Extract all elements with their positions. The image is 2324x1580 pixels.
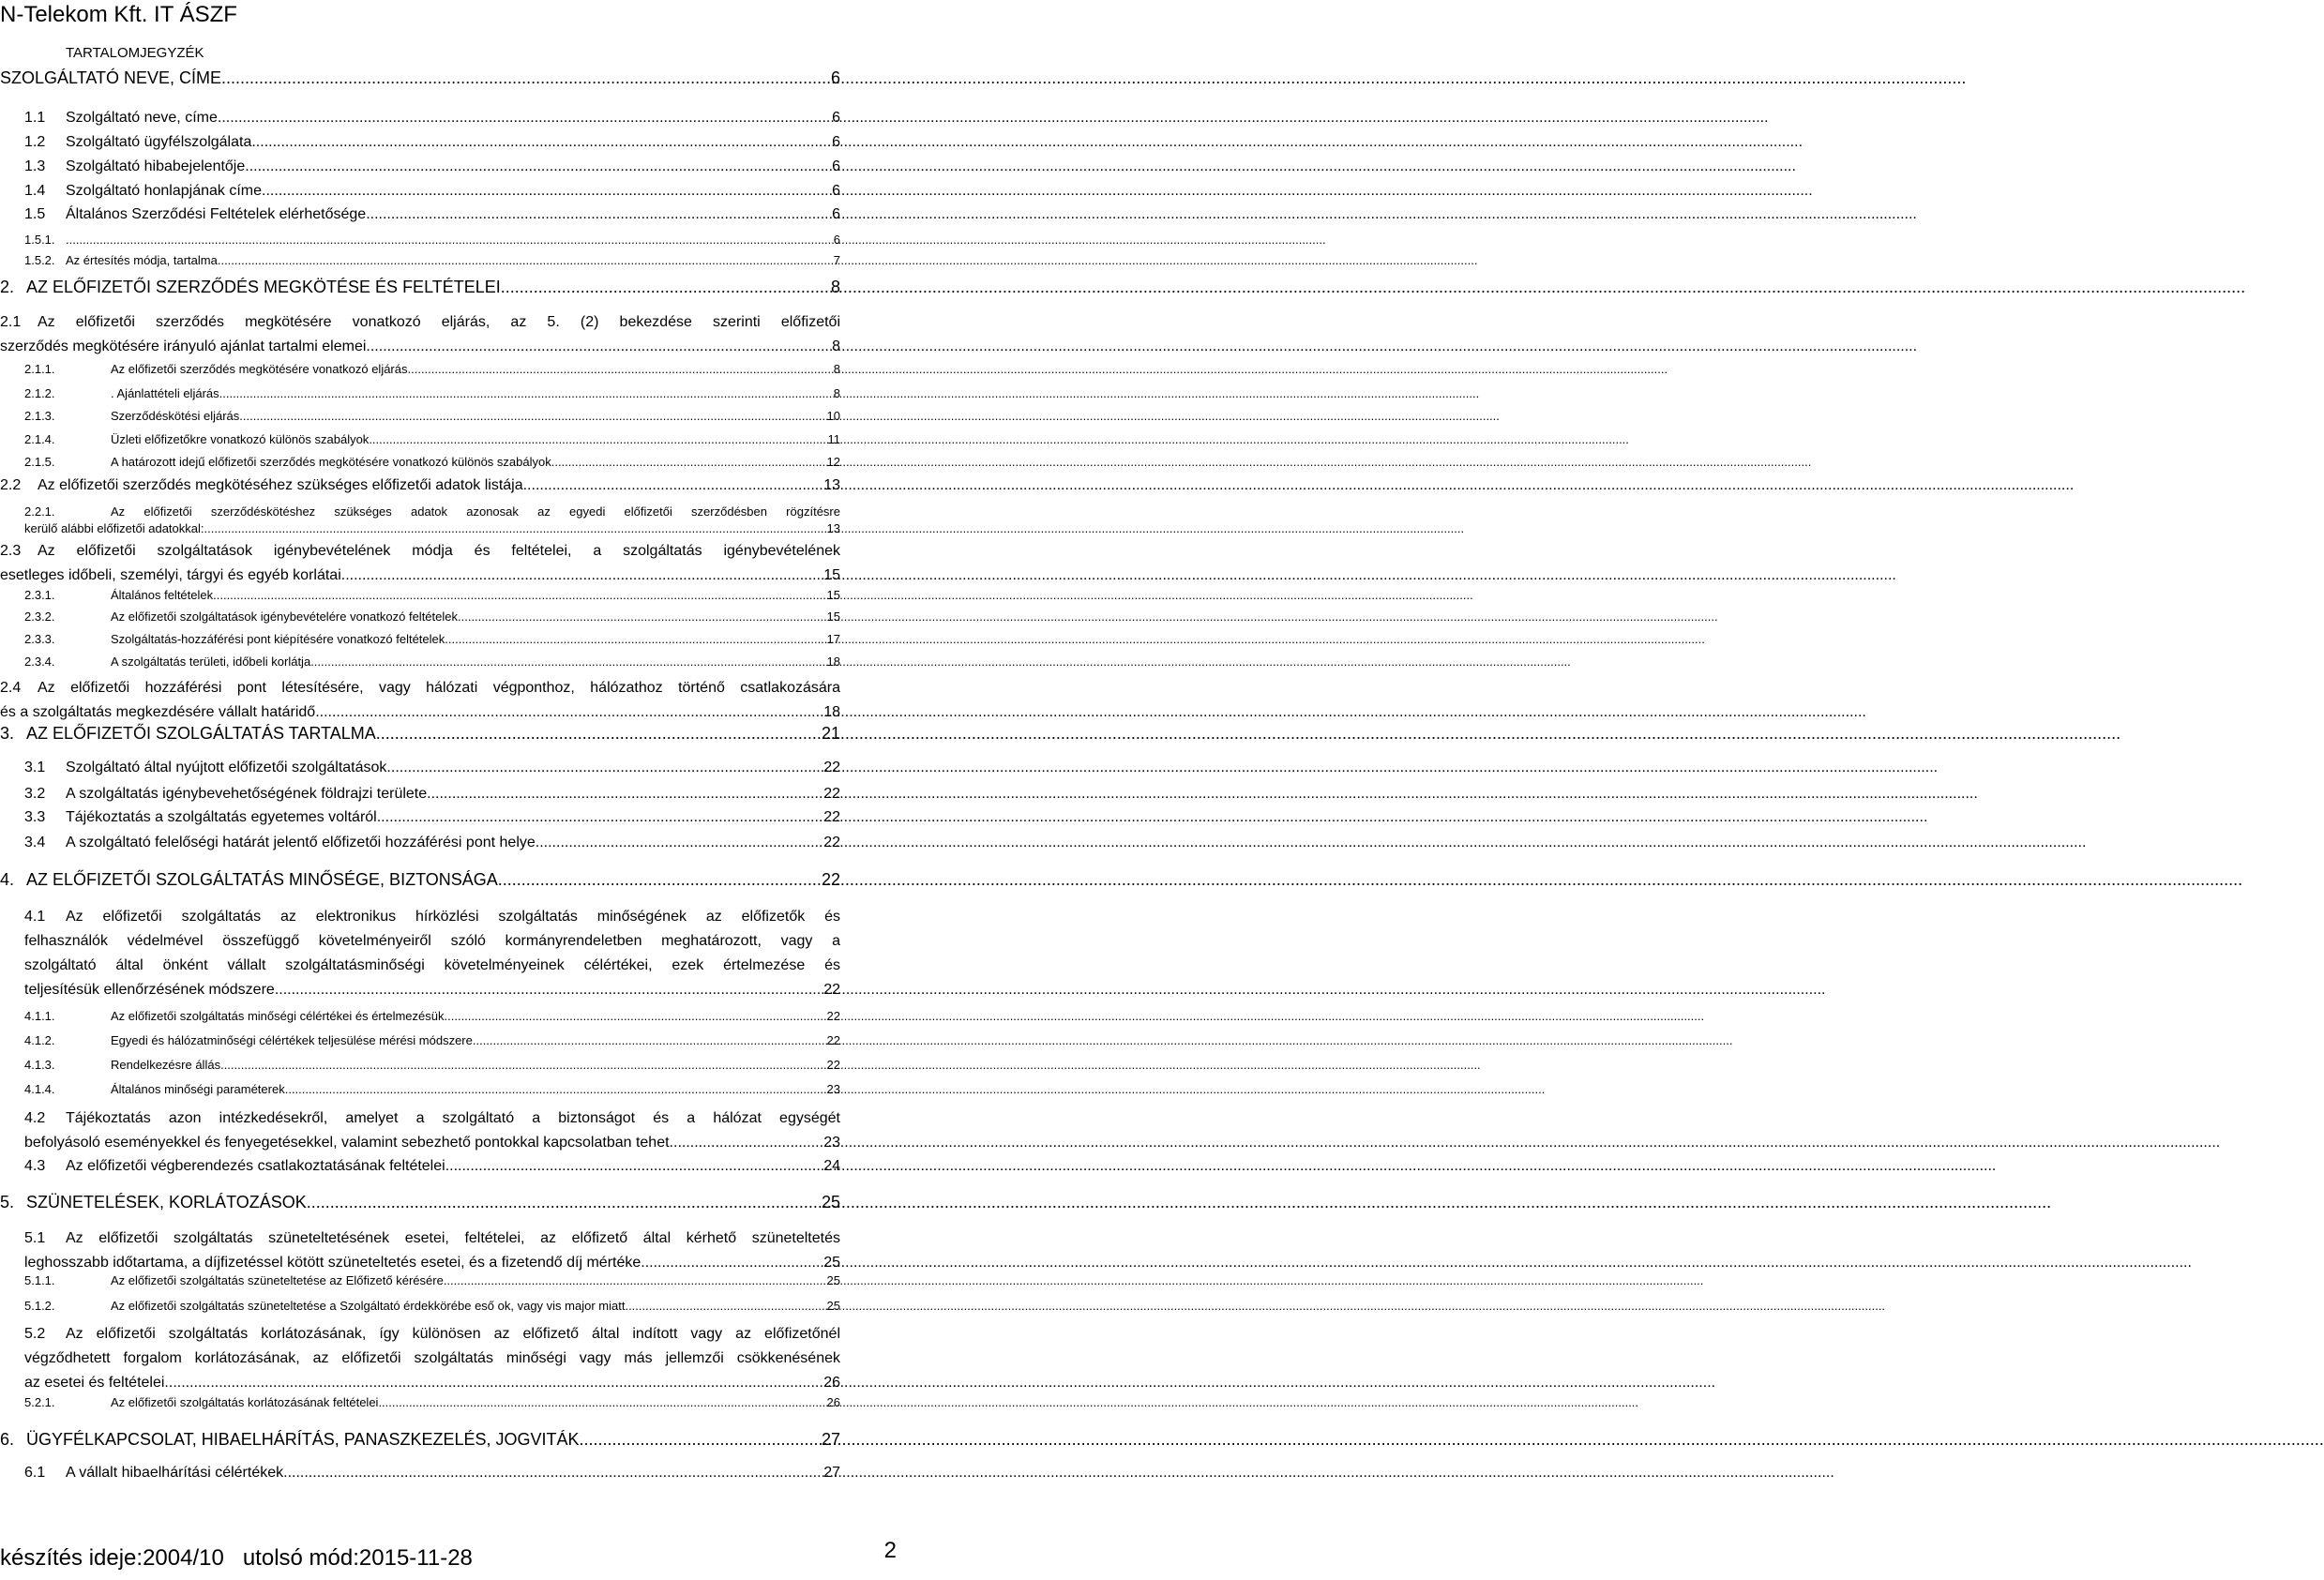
toc-entry-page-number: 6: [832, 183, 840, 199]
toc-entry-title-line: végződhetett forgalom korlátozásának, az előfizetői szolgáltatás minőségi vagy más jellemzői csökkenésének: [24, 1350, 840, 1366]
toc-dot-leader: [408, 362, 830, 376]
toc-entry-title: Az előfizetői szolgáltatások igénybevételére vonatkozó feltételek: [111, 609, 458, 624]
toc-entry[interactable]: [0, 233, 840, 247]
toc-dot-leader: [315, 700, 820, 725]
toc-entry[interactable]: [0, 310, 840, 359]
toc-entry-number: 3.3: [24, 809, 46, 825]
toc-entry-title-line: kerülő alábbi előfizetői adatokkal:: [24, 521, 204, 535]
toc-entry-number: 2.3.3.: [24, 632, 55, 646]
toc-dot-leader: [536, 835, 820, 851]
toc-entry-title-line: Az előfizetői szolgáltatás szüneteltetésének esetei, feltételei, az előfizető által kérhető szüneteltetés: [66, 1230, 840, 1246]
toc-entry-title-line: befolyásoló eseményekkel és fenyegetésekkel, valamint sebezhető pontokkal kapcsolatban tehet: [24, 1135, 670, 1151]
toc-dot-leader: [386, 760, 820, 776]
toc-entry-page-number: 13: [826, 521, 840, 535]
toc-entry-page-number: 15: [823, 567, 840, 583]
toc-dot-leader: [220, 1058, 822, 1072]
toc-entry[interactable]: [0, 609, 840, 624]
toc-dot-leader: [245, 158, 828, 175]
toc-dot-leader: [366, 206, 828, 223]
toc-entry[interactable]: [0, 1430, 840, 1450]
toc-entry-page-number: 26: [826, 1395, 840, 1409]
toc-entry-page-number: 6: [832, 206, 840, 222]
toc-entry[interactable]: [0, 1322, 840, 1395]
toc-entry-title: A szolgáltató felelőségi határát jelentő előfizetői hozzáférési pont helye: [66, 835, 536, 850]
toc-dot-leader: [221, 68, 827, 88]
toc-entry-page-number: 6: [832, 134, 840, 150]
toc-entry-title: AZ ELŐFIZETŐI SZOLGÁLTATÁS MINŐSÉGE, BIZTONSÁGA: [26, 870, 498, 889]
toc-entry-page-number: 27: [821, 1430, 840, 1449]
toc-entry-number: 5.: [0, 1193, 15, 1211]
toc-entry-number: 4.1.2.: [24, 1033, 55, 1047]
toc-entry-number: 3.: [0, 724, 15, 743]
toc-dot-leader: [366, 335, 828, 359]
toc-dot-leader: [307, 1193, 818, 1212]
toc-entry-number: 6.: [0, 1430, 15, 1449]
toc-entry-title: SZOLGÁLTATÓ NEVE, CÍME: [0, 68, 222, 87]
toc-entry[interactable]: [0, 1058, 840, 1072]
toc-entry-number: 2.3.2.: [24, 609, 55, 624]
toc-entry-title: Szolgáltató hibabejelentője: [66, 158, 246, 174]
toc-entry-page-number: 25: [821, 1193, 840, 1211]
toc-entry[interactable]: [0, 477, 840, 494]
toc-dot-leader: [218, 110, 828, 127]
toc-entry-number: 1.5.1.: [24, 233, 55, 247]
toc-entry-page-number: 6: [832, 110, 840, 126]
toc-entry-title: A szolgáltatás területi, időbeli korlátja: [111, 655, 311, 669]
toc-dot-leader: [473, 1033, 823, 1047]
toc-entry-number: 5.1: [24, 1230, 46, 1246]
footer-page-number: 2: [883, 1538, 897, 1563]
toc-entry-title: Az előfizetői szolgáltatás szüneteltetése az Előfizető kérésére: [111, 1273, 444, 1287]
toc-entry-title: SZÜNETELÉSEK, KORLÁTOZÁSOK: [26, 1193, 307, 1211]
toc-entry[interactable]: [0, 158, 840, 175]
toc-entry-page-number: 22: [823, 835, 840, 850]
toc-entry-page-number: 22: [826, 1009, 840, 1023]
toc-dot-leader: [204, 520, 823, 537]
toc-dot-leader: [219, 386, 830, 400]
toc-dot-leader: [66, 233, 830, 247]
toc-heading: TARTALOMJEGYZÉK: [66, 45, 204, 61]
toc-entry-number: 5.2.1.: [24, 1395, 55, 1409]
toc-entry[interactable]: [0, 1106, 840, 1155]
toc-entry-number: 4.1.3.: [24, 1058, 55, 1072]
toc-entry[interactable]: [0, 724, 840, 744]
toc-entry[interactable]: [0, 588, 840, 602]
toc-entry-number: 1.4: [24, 183, 46, 199]
toc-entry-title-line: esetleges időbeli, személyi, tárgyi és egyéb korlátai.: [0, 567, 346, 583]
toc-entry-number: 5.1.1.: [24, 1273, 55, 1287]
toc-dot-leader: [523, 477, 821, 494]
toc-dot-leader: [378, 1395, 822, 1409]
toc-entry-number: 1.5.2.: [24, 253, 55, 267]
toc-dot-leader: [625, 1299, 822, 1313]
toc-entry-number: 2.1.1.: [24, 362, 55, 376]
toc-entry[interactable]: [0, 68, 840, 88]
toc-dot-leader: [345, 564, 820, 588]
toc-entry-title: ÜGYFÉLKAPCSOLAT, HIBAELHÁRÍTÁS, PANASZKEZELÉS, JOGVITÁK: [26, 1430, 580, 1449]
toc-entry-title: Szolgáltatás-hozzáférési pont kiépítésére vonatkozó feltételek: [111, 632, 445, 646]
toc-entry-number: 1.1: [24, 110, 46, 126]
toc-entry-page-number: 18: [826, 655, 840, 669]
toc-entry-title: Szolgáltató honlapjának címe: [66, 183, 263, 199]
toc-dot-leader: [283, 1465, 820, 1482]
toc-entry[interactable]: [0, 905, 840, 1002]
toc-dot-leader: [262, 183, 828, 200]
toc-entry-number: 2.1.2.: [24, 386, 55, 400]
toc-entry[interactable]: [0, 1193, 840, 1212]
toc-entry-title: AZ ELŐFIZETŐI SZOLGÁLTATÁS TARTALMA: [26, 724, 376, 743]
toc-entry-title: Az előfizetői szolgáltatás minőségi célértékei és értelmezésük: [111, 1009, 445, 1023]
toc-dot-leader: [670, 1131, 821, 1155]
toc-entry-page-number: 8: [830, 278, 840, 296]
toc-entry-title: AZ ELŐFIZETŐI SZERZŐDÉS MEGKÖTÉSE ÉS FELTÉTELEI: [26, 278, 501, 296]
toc-entry-title-line: Az előfizetői szerződéskötéshez szükséges adatok azonosak az egyedi előfizetői szerződésben rögzítésre: [111, 504, 840, 519]
toc-entry-title-line: leghosszabb időtartama, a díjfizetéssel kötött szüneteltetés esetei, és a fizetendő díj mértéke: [24, 1255, 641, 1271]
toc-entry[interactable]: [0, 655, 840, 669]
toc-entry-page-number: 17: [826, 632, 840, 646]
toc-entry-title: Szolgáltató ügyfélszolgálata: [66, 134, 252, 150]
toc-entry-page-number: 15: [826, 609, 840, 624]
toc-dot-leader: [445, 632, 822, 646]
toc-entry-number: 5.1.2.: [24, 1299, 55, 1313]
toc-entry-title: Szerződéskötési eljárás: [111, 409, 240, 423]
toc-entry-title: Az előfizetői szerződés megkötéséhez szükséges előfizetői adatok listája: [38, 477, 523, 493]
toc-entry-title-line: szolgáltató által önként vállalt szolgáltatásminőségi követelményeinek célértékei, ezek értelmezése és: [24, 957, 840, 973]
toc-entry-number: 3.1: [24, 760, 46, 775]
toc-entry[interactable]: [0, 760, 840, 776]
toc-entry[interactable]: [0, 1009, 840, 1023]
toc-entry[interactable]: [0, 455, 840, 469]
toc-dot-leader: [164, 1371, 820, 1395]
toc-dot-leader: [445, 1158, 821, 1175]
toc-entry-page-number: 12: [826, 455, 840, 469]
toc-entry[interactable]: [0, 134, 840, 151]
toc-entry-number: 1.3: [24, 158, 46, 174]
toc-entry-title-line: Tájékoztatás azon intézkedésekről, amelyet a szolgáltató a biztonságot és a hálózat egységét: [66, 1110, 840, 1126]
toc-entry-title-line: Az előfizetői szolgáltatás az elektronikus hírközlési szolgáltatás minőségének az előfizetők és: [66, 909, 840, 925]
toc-entry-page-number: 15: [826, 588, 840, 602]
toc-dot-leader: [551, 455, 823, 469]
toc-entry-page-number: 23: [826, 1082, 840, 1096]
toc-entry-page-number: 22: [823, 786, 840, 802]
toc-entry-title: Rendelkezésre állás: [111, 1058, 221, 1072]
toc-entry-number: 3.2: [24, 786, 46, 802]
toc-entry-number: 2.2.1.: [24, 504, 55, 519]
toc-entry[interactable]: [0, 504, 840, 537]
toc-entry[interactable]: [0, 632, 840, 646]
toc-entry-title: Az előfizetői végberendezés csatlakoztatásának feltételei: [66, 1158, 445, 1174]
toc-entry[interactable]: [0, 362, 840, 376]
toc-entry-number: 4.1.1.: [24, 1009, 55, 1023]
toc-entry-title-line: Az előfizetői szolgáltatások igénybevételének módja és feltételei, a szolgáltatás igénybevételének: [38, 543, 840, 559]
toc-entry-title-line: az esetei és feltételei: [24, 1375, 165, 1391]
toc-entry-title: Szolgáltató neve, címe: [66, 110, 218, 126]
toc-entry-page-number: 10: [826, 409, 840, 423]
toc-dot-leader: [377, 809, 820, 826]
toc-entry-page-number: 8: [833, 386, 840, 400]
toc-entry[interactable]: [0, 835, 840, 851]
toc-dot-leader: [427, 786, 820, 803]
toc-entry[interactable]: [0, 870, 840, 890]
toc-entry[interactable]: [0, 183, 840, 200]
toc-entry-number: 2.3.1.: [24, 588, 55, 602]
toc-dot-leader: [445, 1009, 823, 1023]
toc-entry-page-number: 6: [830, 68, 840, 87]
toc-entry-number: 2.2: [0, 477, 22, 493]
toc-entry[interactable]: [0, 278, 840, 297]
toc-entry-page-number: 22: [826, 1033, 840, 1047]
toc-entry-title: Szolgáltató által nyújtott előfizetői szolgáltatások: [66, 760, 387, 775]
toc-entry[interactable]: [0, 809, 840, 826]
toc-entry-title: Az értesítés módja, tartalma: [66, 253, 218, 267]
toc-entry[interactable]: [0, 1082, 840, 1096]
toc-entry-number: 2.3.4.: [24, 655, 55, 669]
toc-entry-page-number: 25: [826, 1299, 840, 1313]
toc-dot-leader: [580, 1430, 818, 1450]
toc-entry-title: A határozott idejű előfizetői szerződés megkötésére vonatkozó különös szabályok: [111, 455, 551, 469]
document-header-title: N-Telekom Kft. IT ÁSZF: [0, 2, 237, 27]
toc-entry-number: 2.1.5.: [24, 455, 55, 469]
toc-entry-title-line: Az előfizetői szolgáltatás korlátozásának, így különösen az előfizető által indított vagy az előfizetőnél: [66, 1326, 840, 1342]
toc-entry-page-number: 22: [821, 870, 840, 889]
toc-entry-title: Tájékoztatás a szolgáltatás egyetemes voltáról: [66, 809, 377, 825]
toc-entry-number: 3.4: [24, 835, 46, 850]
toc-entry-page-number: 22: [823, 809, 840, 825]
toc-entry[interactable]: [0, 1395, 840, 1409]
toc-entry-title-line: szerződés megkötésére irányuló ajánlat tartalmi elemei: [0, 339, 367, 354]
toc-dot-leader: [218, 253, 830, 267]
toc-entry[interactable]: [0, 1033, 840, 1047]
toc-entry[interactable]: [0, 110, 840, 127]
toc-entry-title-line: Az előfizetői hozzáférési pont létesítésére, vagy hálózati végponthoz, hálózathoz történő csatlakozására: [38, 680, 840, 696]
toc-dot-leader: [641, 1251, 820, 1275]
toc-entry-number: 4.3: [24, 1158, 46, 1174]
toc-entry[interactable]: [0, 1226, 840, 1275]
toc-entry-title: . Ajánlattételi eljárás: [111, 386, 219, 400]
toc-entry-number: 4.1.4.: [24, 1082, 55, 1096]
toc-entry-page-number: 24: [823, 1158, 840, 1174]
toc-entry-page-number: 25: [823, 1255, 840, 1271]
toc-entry-page-number: 22: [823, 760, 840, 775]
toc-dot-leader: [251, 134, 828, 151]
toc-entry[interactable]: [0, 432, 840, 446]
toc-entry-number: 6.1: [24, 1465, 46, 1481]
toc-entry-number: 2.4: [0, 680, 22, 696]
toc-entry-page-number: 26: [823, 1375, 840, 1391]
toc-entry-page-number: 25: [826, 1273, 840, 1287]
toc-entry-title: A szolgáltatás igénybevehetőségének földrajzi területe: [66, 786, 428, 802]
toc-entry-number: 2.1.4.: [24, 432, 55, 446]
toc-dot-leader: [275, 978, 820, 1002]
toc-entry-page-number: 27: [823, 1465, 840, 1481]
toc-entry-title: Az előfizetői szerződés megkötésére vonatkozó eljárás: [111, 362, 408, 376]
toc-entry-number: 5.2: [24, 1326, 46, 1342]
toc-entry-number: 4.2: [24, 1110, 46, 1126]
toc-dot-leader: [369, 432, 823, 446]
toc-entry-page-number: 23: [823, 1135, 840, 1151]
toc-entry-title: Általános Szerződési Feltételek elérhetősége: [66, 206, 367, 222]
toc-entry-title: Egyedi és hálózatminőségi célértékek teljesülése mérési módszere: [111, 1033, 473, 1047]
toc-entry-number: 2.1.3.: [24, 409, 55, 423]
toc-entry[interactable]: [0, 1273, 840, 1287]
toc-entry[interactable]: [0, 676, 840, 725]
toc-dot-leader: [444, 1273, 823, 1287]
toc-entry-page-number: 6: [832, 158, 840, 174]
toc-entry[interactable]: [0, 409, 840, 423]
toc-dot-leader: [458, 609, 823, 624]
toc-entry[interactable]: [0, 1465, 840, 1482]
toc-dot-leader: [376, 724, 818, 744]
toc-entry-title: Az előfizetői szolgáltatás szüneteltetése a Szolgáltató érdekkörébe eső ok, vagy vis major miatt: [111, 1299, 626, 1313]
toc-entry-page-number: 13: [823, 477, 840, 493]
toc-entry-title: Általános feltételek: [111, 588, 214, 602]
toc-entry-number: 1.2: [24, 134, 46, 150]
toc-entry-number: 4.: [0, 870, 15, 889]
toc-entry-title-line: felhasználók védelmével összefüggő követelményeiről szóló kormányrendeletben meghatározott, vagy a: [24, 933, 840, 949]
toc-entry[interactable]: [0, 253, 840, 267]
toc-entry[interactable]: [0, 539, 840, 588]
toc-entry-title-line: Az előfizetői szerződés megkötésére vonatkozó eljárás, az 5. (2) bekezdése szerinti előfizetői: [38, 314, 840, 330]
toc-entry-title-line: teljesítésük ellenőrzésének módszere: [24, 982, 275, 998]
toc-entry[interactable]: [0, 1158, 840, 1175]
toc-entry-title: Általános minőségi paraméterek: [111, 1082, 285, 1096]
toc-entry[interactable]: [0, 1299, 840, 1313]
toc-entry-page-number: 8: [833, 362, 840, 376]
toc-entry-number: 1.5: [24, 206, 46, 222]
toc-entry-number: 2.: [0, 278, 15, 296]
toc-entry-title: A vállalt hibaelhárítási célértékek: [66, 1465, 284, 1481]
toc-dot-leader: [285, 1082, 823, 1096]
toc-entry-title: Az előfizetői szolgáltatás korlátozásának feltételei: [111, 1395, 379, 1409]
toc-entry-page-number: 22: [826, 1058, 840, 1072]
toc-entry-page-number: 18: [823, 704, 840, 720]
footer-dates: készítés ideje:2004/10 utolsó mód:2015-11-28: [0, 1545, 473, 1571]
toc-dot-leader: [239, 409, 822, 423]
toc-entry-page-number: 21: [821, 724, 840, 743]
toc-dot-leader: [501, 278, 827, 297]
toc-entry-number: 2.1: [0, 314, 22, 330]
toc-entry-page-number: 11: [827, 432, 840, 446]
toc-entry-page-number: 22: [823, 982, 840, 998]
toc-entry-page-number: 8: [832, 339, 840, 354]
toc-entry-page-number: 7: [833, 253, 840, 267]
toc-dot-leader: [213, 588, 822, 602]
toc-entry-number: 4.1: [24, 909, 46, 925]
toc-entry[interactable]: [0, 206, 840, 223]
toc-entry-title: Üzleti előfizetőkre vonatkozó különös szabályok: [111, 432, 370, 446]
toc-entry[interactable]: [0, 786, 840, 803]
toc-dot-leader: [310, 655, 822, 669]
toc-entry-number: 2.3: [0, 543, 22, 559]
toc-entry-title-line: és a szolgáltatás megkezdésére vállalt határidő: [0, 704, 316, 720]
toc-entry-page-number: 6: [833, 233, 840, 247]
toc-dot-leader: [498, 870, 818, 890]
toc-entry[interactable]: [0, 386, 840, 400]
